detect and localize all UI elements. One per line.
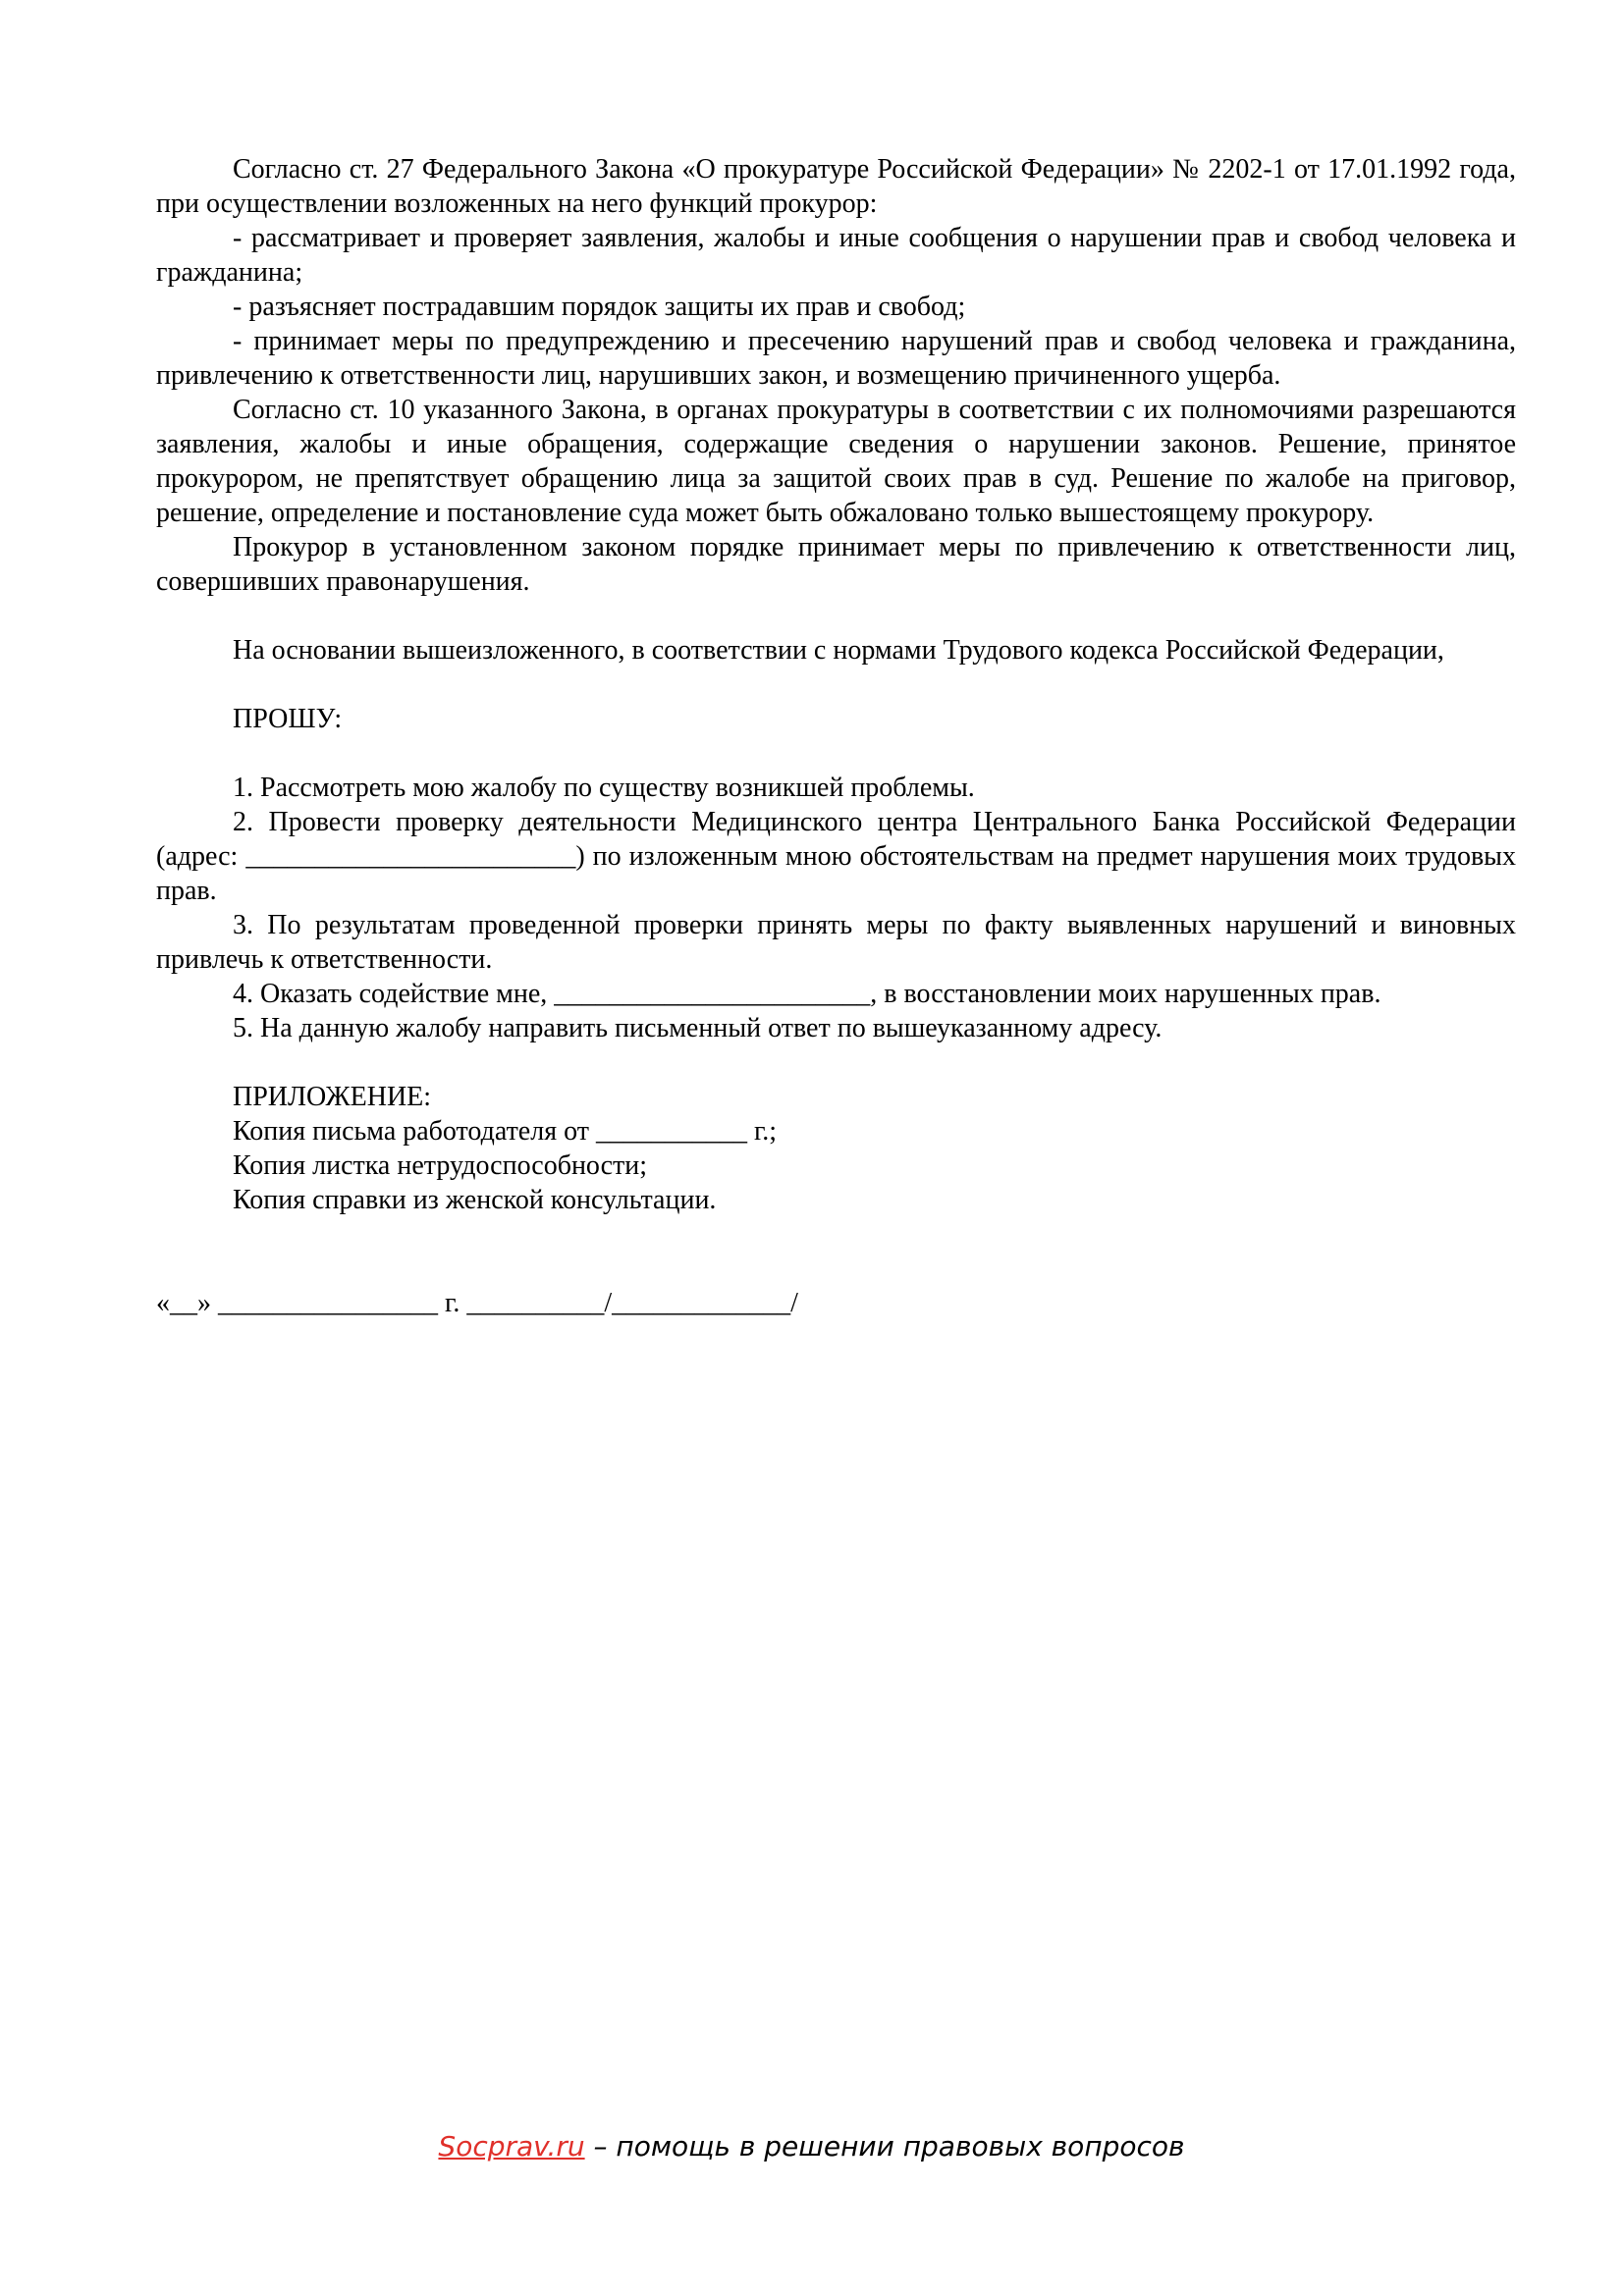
request-item: 4. Оказать содействие мне, _______________________, в восстановлении моих нарушенных прав. xyxy=(233,979,1381,1009)
attachment-item: Копия листка нетрудоспособности; xyxy=(233,1150,648,1181)
footer-site-link[interactable]: Socprav.ru xyxy=(438,2130,585,2163)
signature-line: «__» ________________ г. __________/_____________/ xyxy=(156,1288,798,1318)
paragraph: - разъясняет пострадавшим порядок защиты их прав и свобод; xyxy=(233,292,966,322)
attachment-heading: ПРИЛОЖЕНИЕ: xyxy=(233,1082,432,1112)
attachment-item: Копия справки из женской консультации. xyxy=(233,1185,717,1215)
paragraph: Согласно ст. 10 указанного Закона, в органах прокуратуры в соответствии с их полномочиями разрешаются заявления, жалобы и иные обращения, содержащие сведения о нарушении законов. Решение, принятое прокурором, не препятствует обращению лица за защитой своих прав в суд. Решение по жалобе на приговор, решение, определение и постановление суда может быть обжаловано только вышестоящему прокурору. xyxy=(156,395,1516,528)
attachment-item: Копия письма работодателя от ___________ г.; xyxy=(233,1116,778,1147)
footer xyxy=(0,2130,1623,2163)
paragraph: - рассматривает и проверяет заявления, жалобы и иные сообщения о нарушении прав и свобод человека и гражданина; xyxy=(156,223,1516,288)
request-item: 5. На данную жалобу направить письменный ответ по вышеуказанному адресу. xyxy=(233,1013,1163,1043)
footer-tagline: – помощь в решении правовых вопросов xyxy=(584,2130,1185,2163)
paragraph: - принимает меры по предупреждению и пресечению нарушений прав и свобод человека и гражданина, привлечению к ответственности лиц, нарушивших закон, и возмещению причиненного ущерба. xyxy=(156,326,1516,391)
paragraph: Прокурор в установленном законом порядке принимает меры по привлечению к ответственности лиц, совершивших правонарушения. xyxy=(156,532,1516,597)
basis-paragraph: На основании вышеизложенного, в соответствии с нормами Трудового кодекса Российской Федерации, xyxy=(233,635,1444,666)
request-heading: ПРОШУ: xyxy=(233,704,343,734)
request-item: 1. Рассмотреть мою жалобу по существу возникшей проблемы. xyxy=(233,773,975,803)
request-item: 2. Провести проверку деятельности Медицинского центра Центрального Банка Российской Федерации (адрес: ________________________) по изложенным мною обстоятельствам на предмет нарушения моих трудовых прав. xyxy=(156,807,1516,906)
paragraph: Согласно ст. 27 Федерального Закона «О прокуратуре Российской Федерации» № 2202-1 от 17.01.1992 года, при осуществлении возложенных на него функций прокурор: xyxy=(156,154,1516,219)
document-body xyxy=(156,152,1516,1320)
request-item: 3. По результатам проведенной проверки принять меры по факту выявленных нарушений и виновных привлечь к ответственности. xyxy=(156,910,1516,975)
